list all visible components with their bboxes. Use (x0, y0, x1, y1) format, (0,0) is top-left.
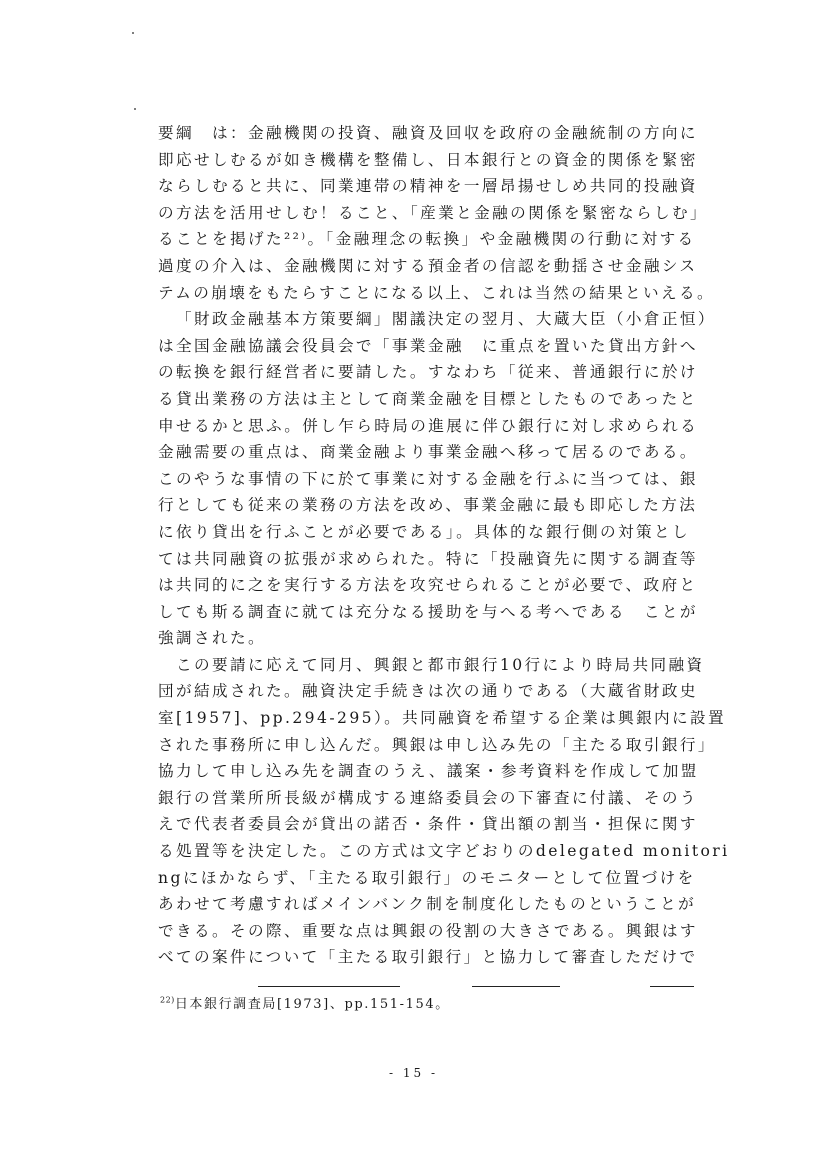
text-line: できる。その際、重要な点は興銀の役割の大きさである。興銀はす (158, 921, 698, 940)
text-line: 「財政金融基本方策要綱」閣議決定の翌月、大蔵大臣（小倉正恒） (176, 310, 716, 329)
text-line: 過度の介入は、金融機関に対する預金者の信認を動揺させ金融シス (158, 256, 698, 275)
separator-segment (650, 986, 694, 987)
text-line: 強調された。 (158, 629, 266, 648)
text-line: 要綱 は：金融機関の投資、融資及回収を政府の金融統制の方向に (158, 124, 698, 142)
footnote-text: 日本銀行調査局[1973]、pp.151-154。 (174, 997, 450, 1012)
text-line: べての案件について「主たる取引銀行」と協力して審査しただけで (158, 948, 698, 967)
text-line: の転換を銀行経営者に要請した。すなわち「従来、普通銀行に於け (158, 363, 698, 382)
text-line: の方法を活用せしむ！ること、「産業と金融の関係を緊密ならしむ」 (158, 203, 709, 222)
text-line: 銀行の営業所所長級が構成する連絡委員会の下審査に付議、そのう (158, 788, 698, 807)
text-line: ngにほかならず、「主たる取引銀行」のモニターとして位置づけを (158, 868, 696, 887)
body-text (158, 120, 730, 971)
separator-segment (472, 986, 560, 987)
text-line: る処置等を決定した。この方式は文字どおりのdelegated monitori (158, 842, 730, 861)
text-line: 室[1957]、pp.294-295）。共同融資を希望する企業は興銀内に設置 (158, 709, 727, 728)
text-line: 団が結成された。融資決定手続きは次の通りである（大蔵省財政史 (158, 682, 698, 701)
text-line: えで代表者委員会が貸出の諾否・条件・貸出額の割当・担保に関す (158, 815, 698, 834)
text-line: に依り貸出を行ふことが必要である」。具体的な銀行側の対策とし (158, 522, 691, 541)
text-line: 即応せしむるが如き機構を整備し、日本銀行との資金的関係を緊密 (158, 150, 698, 169)
footnote-separator (160, 986, 696, 988)
text-line: テムの崩壊をもたらすことになる以上、これは当然の結果といえる。 (158, 283, 716, 302)
text-line: しても斯る調査に就ては充分なる援助を与へる考へである ことが (158, 602, 698, 621)
page-number: - 15 - (388, 1066, 438, 1080)
separator-segment (258, 986, 400, 987)
text-line: は全国金融協議会役員会で「事業金融 に重点を置いた貸出方針へ (158, 336, 698, 355)
text-line: ならしむると共に、同業連帯の精神を一層昂揚せしめ共同的投融資 (158, 177, 698, 196)
footnote (160, 993, 450, 1012)
scan-speck (134, 108, 136, 110)
text-line: 申せるかと思ふ。併し乍ら時局の進展に伴ひ銀行に対し求められる (158, 416, 699, 435)
text-line: 協力して申し込み先を調査のうえ、議案・参考資料を作成して加盟 (158, 762, 699, 781)
text-line: された事務所に申し込んだ。興銀は申し込み先の「主たる取引銀行」 (158, 735, 716, 754)
text-line: あわせて考慮すればメインバンク制を制度化したものということが (158, 895, 697, 914)
text-line: ては共同融資の拡張が求められた。特に「投融資先に関する調査等 (158, 549, 698, 568)
text-line: このやうな事情の下に於て事業に対する金融を行ふに当つては、銀 (158, 469, 698, 488)
text-line: は共同的に之を実行する方法を攻究せられることが必要で、政府と (158, 576, 698, 595)
text-line: 行としても従来の業務の方法を改め、事業金融に最も即応した方法 (158, 496, 698, 515)
text-line: る貸出業務の方法は主として商業金融を目標としたものであったと (158, 389, 698, 408)
text-line: ることを掲げた²²⁾。「金融理念の転換」や金融機関の行動に対する (158, 230, 696, 249)
footnote-marker: 22) (160, 995, 175, 1005)
text-line: この要請に応えて同月、興銀と都市銀行10行により時局共同融資 (176, 655, 705, 674)
scan-speck (132, 32, 134, 34)
text-line: 金融需要の重点は、商業金融より事業金融へ移って居るのである。 (158, 443, 698, 462)
